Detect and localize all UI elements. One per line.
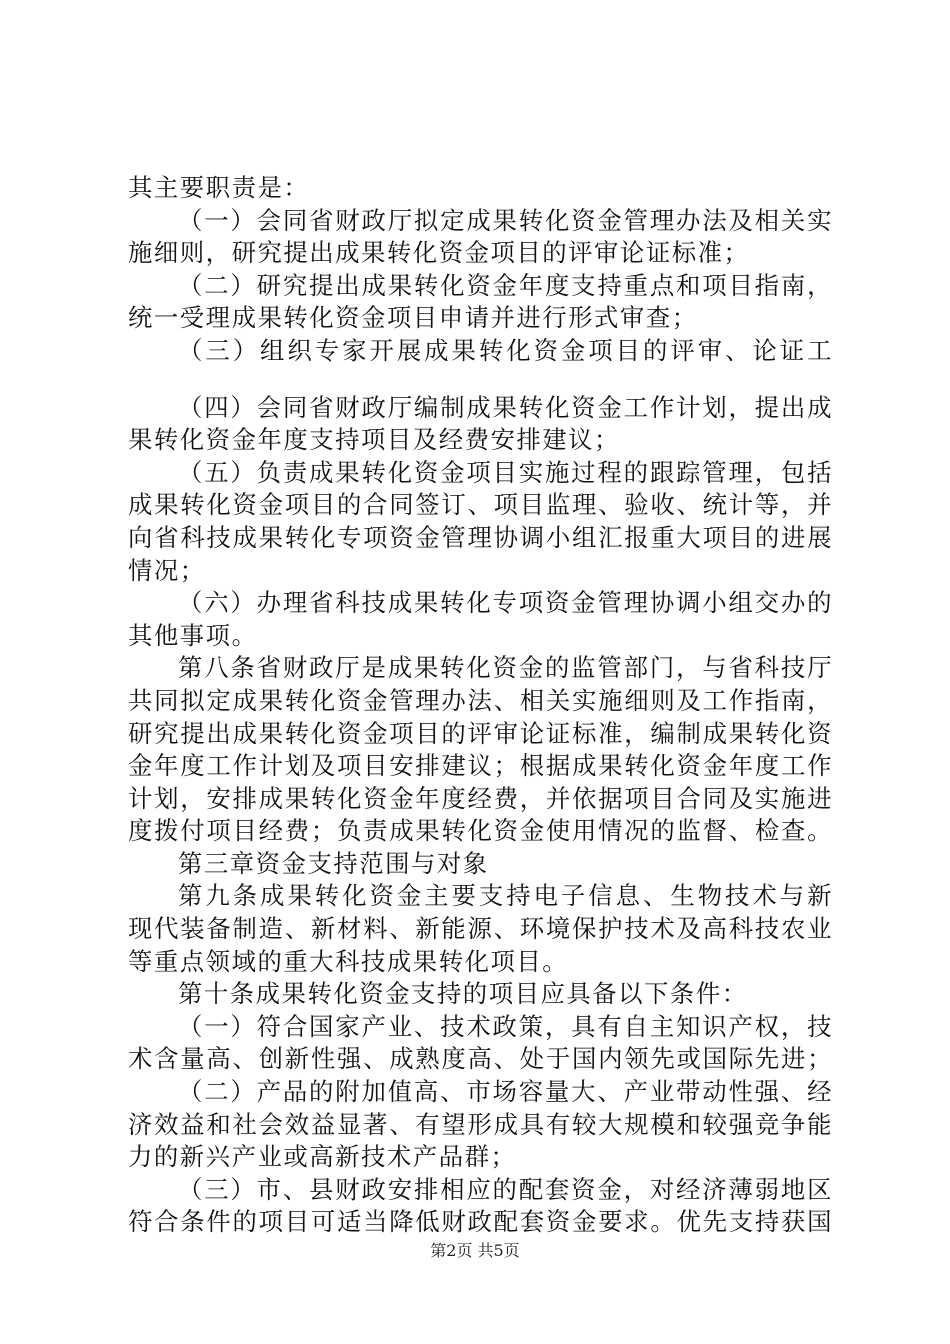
text-line: 果转化资金年度支持项目及经费安排建议； xyxy=(128,425,620,455)
text-line: 其他事项。 xyxy=(128,620,258,650)
text-line: 第十条成果转化资金支持的项目应具备以下条件： xyxy=(178,979,748,1009)
text-line: 计划，安排成果转化资金年度经费，并依据项目合同及实施进 xyxy=(128,783,833,813)
text-line: 术含量高、创新性强、成熟度高、处于国内领先或国际先进； xyxy=(128,1044,833,1074)
text-line: （一）符合国家产业、技术政策，具有自主知识产权，技 xyxy=(178,1011,833,1041)
text-line: 情况； xyxy=(128,555,206,585)
text-line: 金年度工作计划及项目安排建议；根据成果转化资金年度工作 xyxy=(128,751,833,781)
text-line: 第九条成果转化资金主要支持电子信息、生物技术与新 xyxy=(178,881,833,911)
text-line: 成果转化资金项目的合同签订、项目监理、验收、统计等，并 xyxy=(128,490,833,520)
text-line: （六）办理省科技成果转化专项资金管理协调小组交办的 xyxy=(178,588,833,618)
text-line: （三）市、县财政安排相应的配套资金，对经济薄弱地区 xyxy=(178,1174,833,1204)
text-line: （四）会同省财政厅编制成果转化资金工作计划，提出成 xyxy=(178,392,833,422)
text-line: 力的新兴产业或高新技术产品群； xyxy=(128,1142,517,1172)
document-body xyxy=(128,172,833,1239)
text-line: 第三章资金支持范围与对象 xyxy=(178,848,489,878)
text-line: 施细则，研究提出成果转化资金项目的评审论证标准； xyxy=(128,238,750,268)
text-line: 统一受理成果转化资金项目申请并进行形式审查； xyxy=(128,303,698,333)
text-line: 现代装备制造、新材料、新能源、环境保护技术及高科技农业 xyxy=(128,914,833,944)
text-line: 其主要职责是： xyxy=(128,173,310,202)
text-line: 等重点领域的重大科技成果转化项目。 xyxy=(128,946,569,976)
text-line: 度拨付项目经费；负责成果转化资金使用情况的监督、检查。 xyxy=(128,816,833,846)
text-line: 向省科技成果转化专项资金管理协调小组汇报重大项目的进展 xyxy=(128,522,833,552)
text-line: （二）研究提出成果转化资金年度支持重点和项目指南， xyxy=(178,270,833,300)
text-line: （五）负责成果转化资金项目实施过程的跟踪管理，包括 xyxy=(178,457,833,487)
page-footer: 第2页 共5页 xyxy=(430,1241,520,1260)
text-line: 研究提出成果转化资金项目的评审论证标准，编制成果转化资 xyxy=(128,718,833,748)
text-line: 济效益和社会效益显著、有望形成具有较大规模和较强竞争能 xyxy=(128,1109,833,1139)
text-line: 共同拟定成果转化资金管理办法、相关实施细则及工作指南， xyxy=(128,685,833,715)
text-line: 第八条省财政厅是成果转化资金的监管部门，与省科技厅 xyxy=(178,653,833,683)
text-line: （二）产品的附加值高、市场容量大、产业带动性强、经 xyxy=(178,1077,833,1107)
text-line: （三）组织专家开展成果转化资金项目的评审、论证工 xyxy=(178,335,833,365)
text-line: （一）会同省财政厅拟定成果转化资金管理办法及相关实 xyxy=(178,205,833,235)
text-line: 符合条件的项目可适当降低财政配套资金要求。优先支持获国 xyxy=(128,1207,833,1237)
